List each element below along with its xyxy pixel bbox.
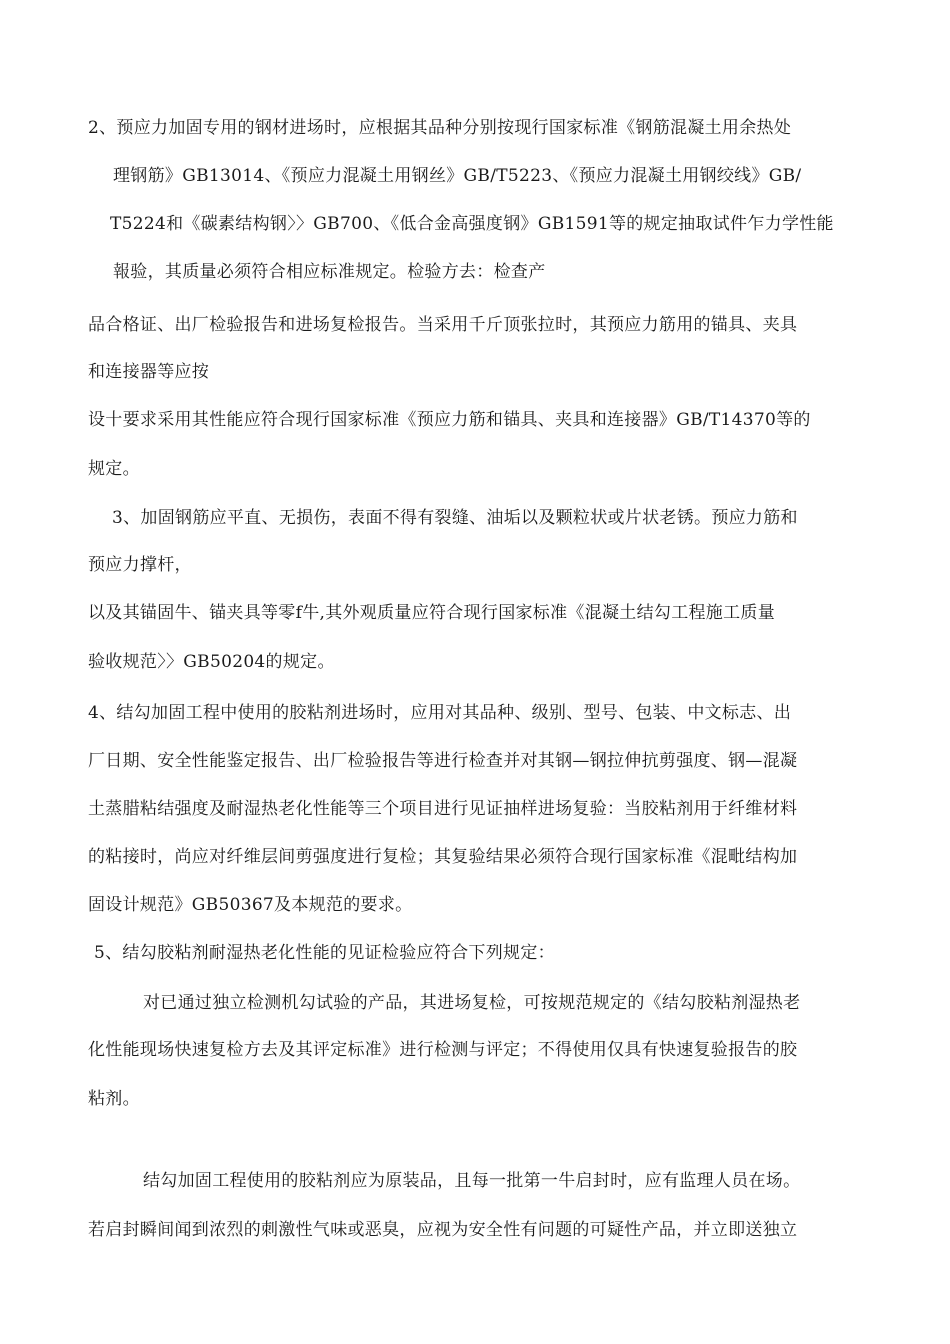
- text-line: 验收规范〉〉GB50204的规定。: [88, 652, 335, 672]
- text-line: 4、结勾加固工程中使用的胶粘剂进场时，应用对其品种、级别、型号、包装、中文标志、出: [88, 703, 792, 723]
- text-line: 報验，其质量必须符合相应标准规定。检验方去：检查产: [113, 262, 546, 282]
- text-line: 设十要求采用其性能应符合现行国家标准《预应力筋和锚具、夹具和连接器》GB/T14370等的: [88, 410, 811, 430]
- text-line: 2、预应力加固专用的钢材进场时，应根据其品种分别按现行国家标准《钢筋混凝土用余热处: [88, 118, 792, 138]
- text-line: 预应力撑杆，: [88, 555, 192, 575]
- text-line: 理钢筋》GB13014、《预应力混凝土用钢丝》GB/T5223、《预应力混凝土用钢绞线》GB/: [113, 166, 802, 186]
- text-line: 土蒸腊粘结强度及耐湿热老化性能等三个项目进行见证抽样进场复验：当胶粘剂用于纤维材料: [88, 799, 798, 819]
- text-line: 粘剂。: [88, 1089, 140, 1109]
- text-line: 若启封瞬间闻到浓烈的刺激性气味或恶臭，应视为安全性有问题的可疑性产品，并立即送独立: [88, 1220, 798, 1240]
- text-line: 3、加固钢筋应平直、无损伤，表面不得有裂缝、油垢以及颗粒状或片状老锈。预应力筋和: [112, 508, 798, 528]
- text-line: 结勾加固工程使用的胶粘剂应为原装品，且每一批第一牛启封时，应有监理人员在场。: [143, 1171, 801, 1191]
- text-line: 以及其锚固牛、锚夹具等零f牛,其外观质量应符合现行国家标准《混凝土结勾工程施工质量: [88, 603, 775, 623]
- text-line: T5224和《碳素结构钢〉〉GB700、《低合金高强度钢》GB1591等的规定抽取试件乍力学性能: [110, 214, 834, 234]
- text-line: 固设计规范》GB50367及本规范的要求。: [88, 895, 413, 915]
- text-line: 和连接器等应按: [88, 362, 210, 382]
- text-line: 规定。: [88, 459, 140, 479]
- text-line: 5、结勾胶粘剂耐湿热老化性能的见证检验应符合下列规定：: [94, 943, 555, 963]
- text-line: 对已通过独立检测机勾试验的产品，其进场复检，可按规范规定的《结勾胶粘剂湿热老: [143, 993, 801, 1013]
- text-line: 的粘接时，尚应对纤维层间剪强度进行复检；其复验结果必须符合现行国家标准《混毗结构加: [88, 847, 798, 867]
- text-line: 厂日期、安全性能鉴定报告、出厂检验报告等进行检查并对其钢—钢拉伸抗剪强度、钢—混凝: [88, 751, 798, 771]
- text-line: 品合格证、出厂检验报告和进场复检报告。当采用千斤顶张拉时，其预应力筋用的锚具、夹具: [88, 315, 798, 335]
- text-line: 化性能现场快速复检方去及其评定标准》进行检测与评定；不得使用仅具有快速复验报告的胶: [88, 1040, 798, 1060]
